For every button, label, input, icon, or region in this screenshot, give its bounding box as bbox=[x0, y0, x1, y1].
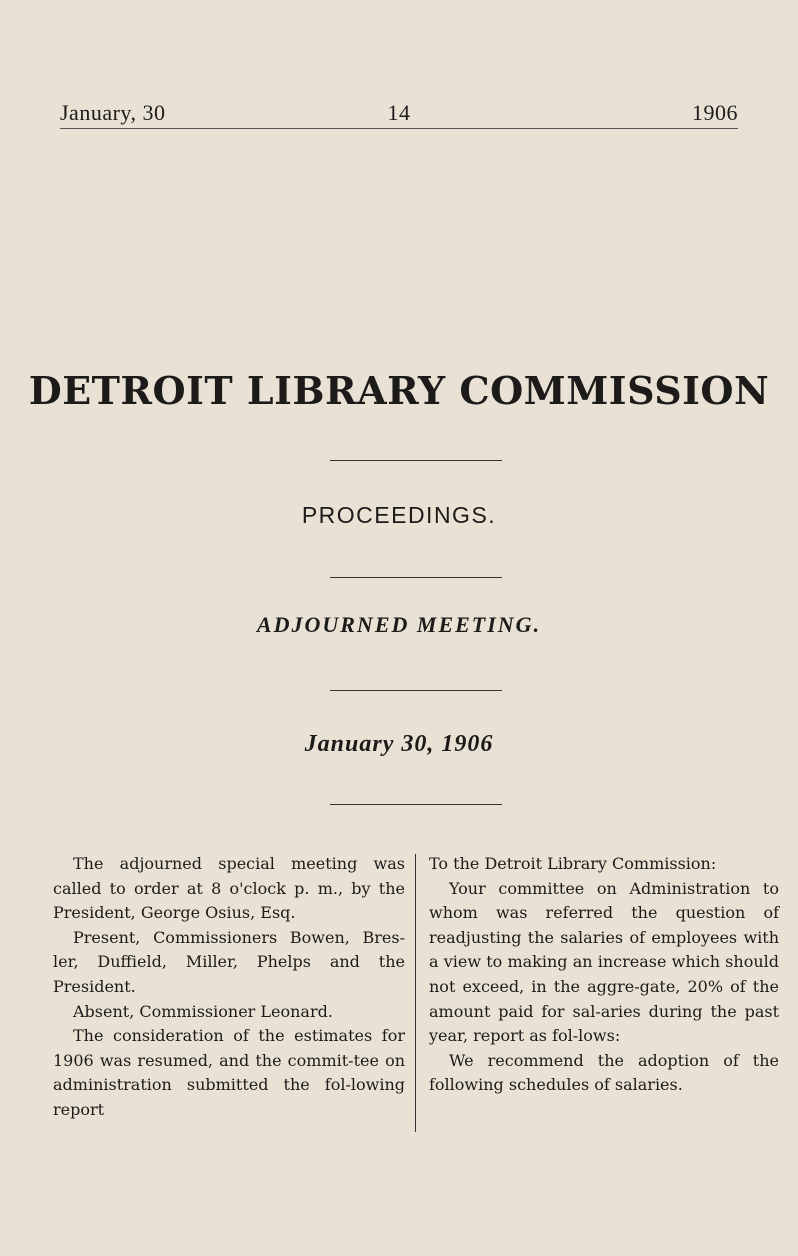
running-header bbox=[60, 100, 738, 130]
divider-1 bbox=[330, 460, 502, 461]
right-column bbox=[429, 852, 779, 1098]
paragraph-present: Present, Commissioners Bowen, Bres-ler, Duffield, Miller, Phelps and the President. bbox=[53, 927, 405, 996]
page-number: 14 bbox=[387, 100, 411, 125]
paragraph-recommendation: We recommend the adoption of the following schedules of salaries. bbox=[429, 1050, 779, 1095]
divider-4 bbox=[330, 804, 502, 805]
page-title: DETROIT LIBRARY COMMISSION bbox=[28, 368, 770, 413]
left-column bbox=[53, 852, 405, 1123]
paragraph-call-to-order: The adjourned special meeting was called to order at 8 o'clock p. m., by the President, George Osius, Esq. bbox=[53, 854, 405, 923]
paragraph-absent: Absent, Commissioner Leonard. bbox=[73, 1001, 333, 1021]
paragraph-estimates: The consideration of the estimates for 1906 was resumed, and the commit-tee on administration submitted the fol-lowing report bbox=[53, 1026, 405, 1119]
divider-2 bbox=[330, 577, 502, 578]
meeting-date: January 30, 1906 bbox=[304, 731, 494, 757]
column-divider bbox=[415, 854, 416, 1132]
section-subtitle: PROCEEDINGS. bbox=[301, 502, 497, 528]
header-year: 1906 bbox=[692, 100, 738, 125]
divider-3 bbox=[330, 690, 502, 691]
header-rule bbox=[60, 128, 738, 129]
paragraph-salutation: To the Detroit Library Commission: bbox=[429, 854, 717, 873]
paragraph-committee-report: Your committee on Administration to whom was referred the question of readjusting the salaries of employees with a view to making an increase which should not exceed, in the aggre-gate, 20% of the amount paid for sal-aries during the past year, report as fol-lows: bbox=[429, 878, 779, 1046]
header-date: January, 30 bbox=[60, 100, 166, 125]
meeting-heading: ADJOURNED MEETING. bbox=[256, 612, 542, 637]
